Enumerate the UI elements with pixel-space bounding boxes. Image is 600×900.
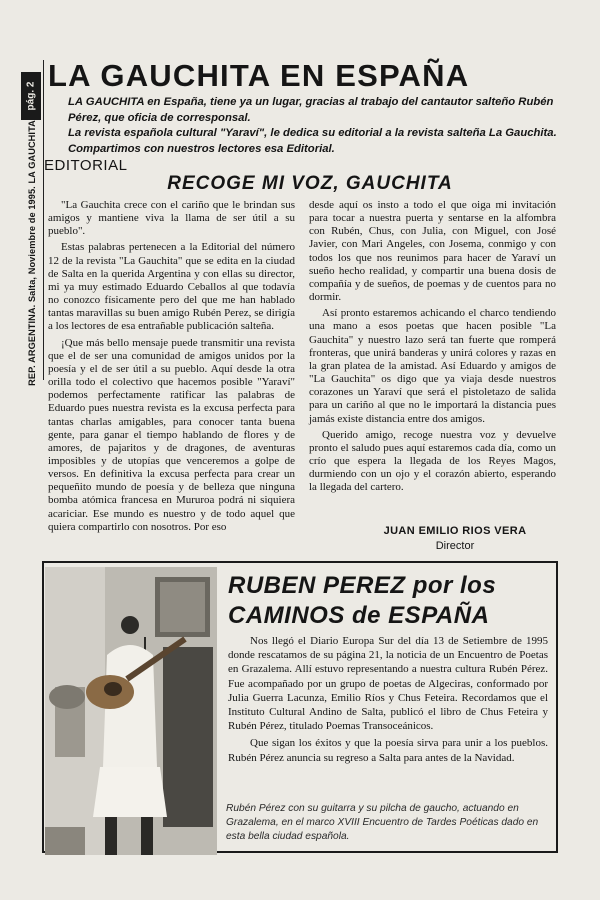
- editorial-paragraph: ¡Que más bello mensaje puede transmitir una revista que el de ser una comunidad de amigos unidos por la poesía y el de ser útil a su pueblo. Aquí desde la otra orilla todo el colectivo que hacemos posible "Yaraví" podemos perfectamente ratificar las palabras de Eduardo pues nuestra revista es la excusa perfecta para tantas charlas amigables, para conocer tanta buena gente, para ganar el tiempo hablando de flores y de amores, de pajaritos y de dragones, de aventuras imposibles y de utopías que venceremos a golpe de versos. En definitiva la excusa perfecta para crear un pequeñito mundo de poesía y de belleza que ninguna bomba atómica francesa en Mururoa podrá ni siquiera acariciar. Ese mundo es nuestro y de todo aquel que quiera compartirlo con nosotros. Por eso: [48, 336, 295, 533]
- feature-paragraph: Que sigan los éxitos y que la poesía sirva para unir a los pueblos. Rubén Pérez anuncia su regreso a Salta para antes de la Navidad.: [228, 737, 548, 764]
- intro-paragraph: La revista española cultural "Yaraví", le dedica su editorial a la revista salteña La Gauchita. Compartimos con nuestros lectores esa Editorial.: [68, 127, 557, 155]
- editorial-paragraph: Querido amigo, recoge nuestra voz y devuelve pronto el saludo pues aquí estaremos cada día, como un crío que espera la llegada de los Reyes Magos, durmiendo con un ojo y el corazón abierto, esperando la llegada del cartero.: [309, 428, 556, 494]
- editorial-paragraph: Así pronto estaremos achicando el charco tendiendo una mano a esos poetas que hacen posible "La Gauchita" y nuestro lazo será tan fuerte que romperá fronteras, que unirá banderas y unirá colores y razas en la gran platea de la amistad. Así Eduardo y amigos de "La Gauchita" os digo que ya viaja desde nuestros corazones un Yaraví que será el pistoletazo de salida para un cariño al que no le importará la distancia pues jamás existe distancia entre dos amigos.: [309, 307, 556, 425]
- editorial-headline: RECOGE MI VOZ, GAUCHITA: [167, 173, 453, 194]
- page-number-label: pág. 2: [25, 81, 37, 111]
- intro-paragraph: LA GAUCHITA en España, tiene ya un lugar, gracias al trabajo del cantautor salteño Rubén Pérez, que oficia de corresponsal.: [68, 96, 554, 124]
- editorial-paragraph: Estas palabras pertenecen a la Editorial del número 12 de la revista "La Gauchita" que se edita en la ciudad de Salta en la querida Argentina y con ellas su director, mi ya muy estimado Eduardo Ceballos al que todavía no conozco físicamente pero del que me han hablado tantas maravillas su buen amigo Rubén Perez, se dirigía a los lectores de esa entrañable publicación salteña.: [48, 241, 295, 333]
- feature-title-line: RUBEN PEREZ por los: [228, 572, 497, 599]
- feature-paragraph: Nos llegó el Diario Europa Sur del día 13 de Setiembre de 1995 donde rescatamos de su página 21, la noticia de un Encuentro de Poetas en Grazalema. Allí estuvo representando a nuestra cultura Rubén Pérez. Fue acompañado por un grupo de poetas de Algeciras, conformado por Julia Guerra Lacunza, Emilio Ríos y Chus Feteira. Recordamos que el Instituto Cultural Andino de Salta, publicó el libro de Chus Feteira y Rubén Pérez, titulado Poemas Transoceánicos.: [228, 635, 548, 733]
- editorial-paragraph: desde aquí os insto a todo el que oiga mi invitación para tocar a nuestra puerta y sentarse en la alfombra con Rubén, Chus, con Julia, con Miguel, con José Javier, con Mari Angeles, con Josema, conmigo y con todos los que nos reunimos para hacer de Yaraví un sueño hecho realidad, y compartir una buena dosis de compañía y de sueños, de poemas y de cuentos para no dormir.: [309, 199, 556, 304]
- intro-text: [68, 95, 558, 157]
- signature-name: JUAN EMILIO RIOS VERA: [383, 525, 527, 537]
- performer-photo: [45, 567, 217, 855]
- editorial-column-right: [309, 199, 556, 497]
- feature-title: [228, 571, 548, 631]
- photo-caption: Rubén Pérez con su guitarra y su pilcha de gaucho, actuando en Grazalema, en el marco XVIII Encuentro de Tardes Poéticas dado en esta bella ciudad española.: [226, 803, 539, 842]
- page-number-tag: [21, 72, 41, 120]
- vertical-dateline: REP. ARGENTINA. Salta, Noviembre de 1995. LA GAUCHITA: [27, 120, 37, 386]
- editorial-column-left: [48, 199, 295, 537]
- feature-title-line: CAMINOS de ESPAÑA: [228, 602, 490, 629]
- editorial-signature: [360, 524, 550, 554]
- section-label: EDITORIAL: [44, 157, 128, 174]
- feature-body: [228, 634, 548, 768]
- signature-role: Director: [435, 540, 475, 552]
- editorial-paragraph: "La Gauchita crece con el cariño que le brindan sus amigos y mantiene viva la llama de ser útil a su pueblo".: [48, 199, 295, 238]
- page-title: LA GAUCHITA EN ESPAÑA: [48, 58, 470, 93]
